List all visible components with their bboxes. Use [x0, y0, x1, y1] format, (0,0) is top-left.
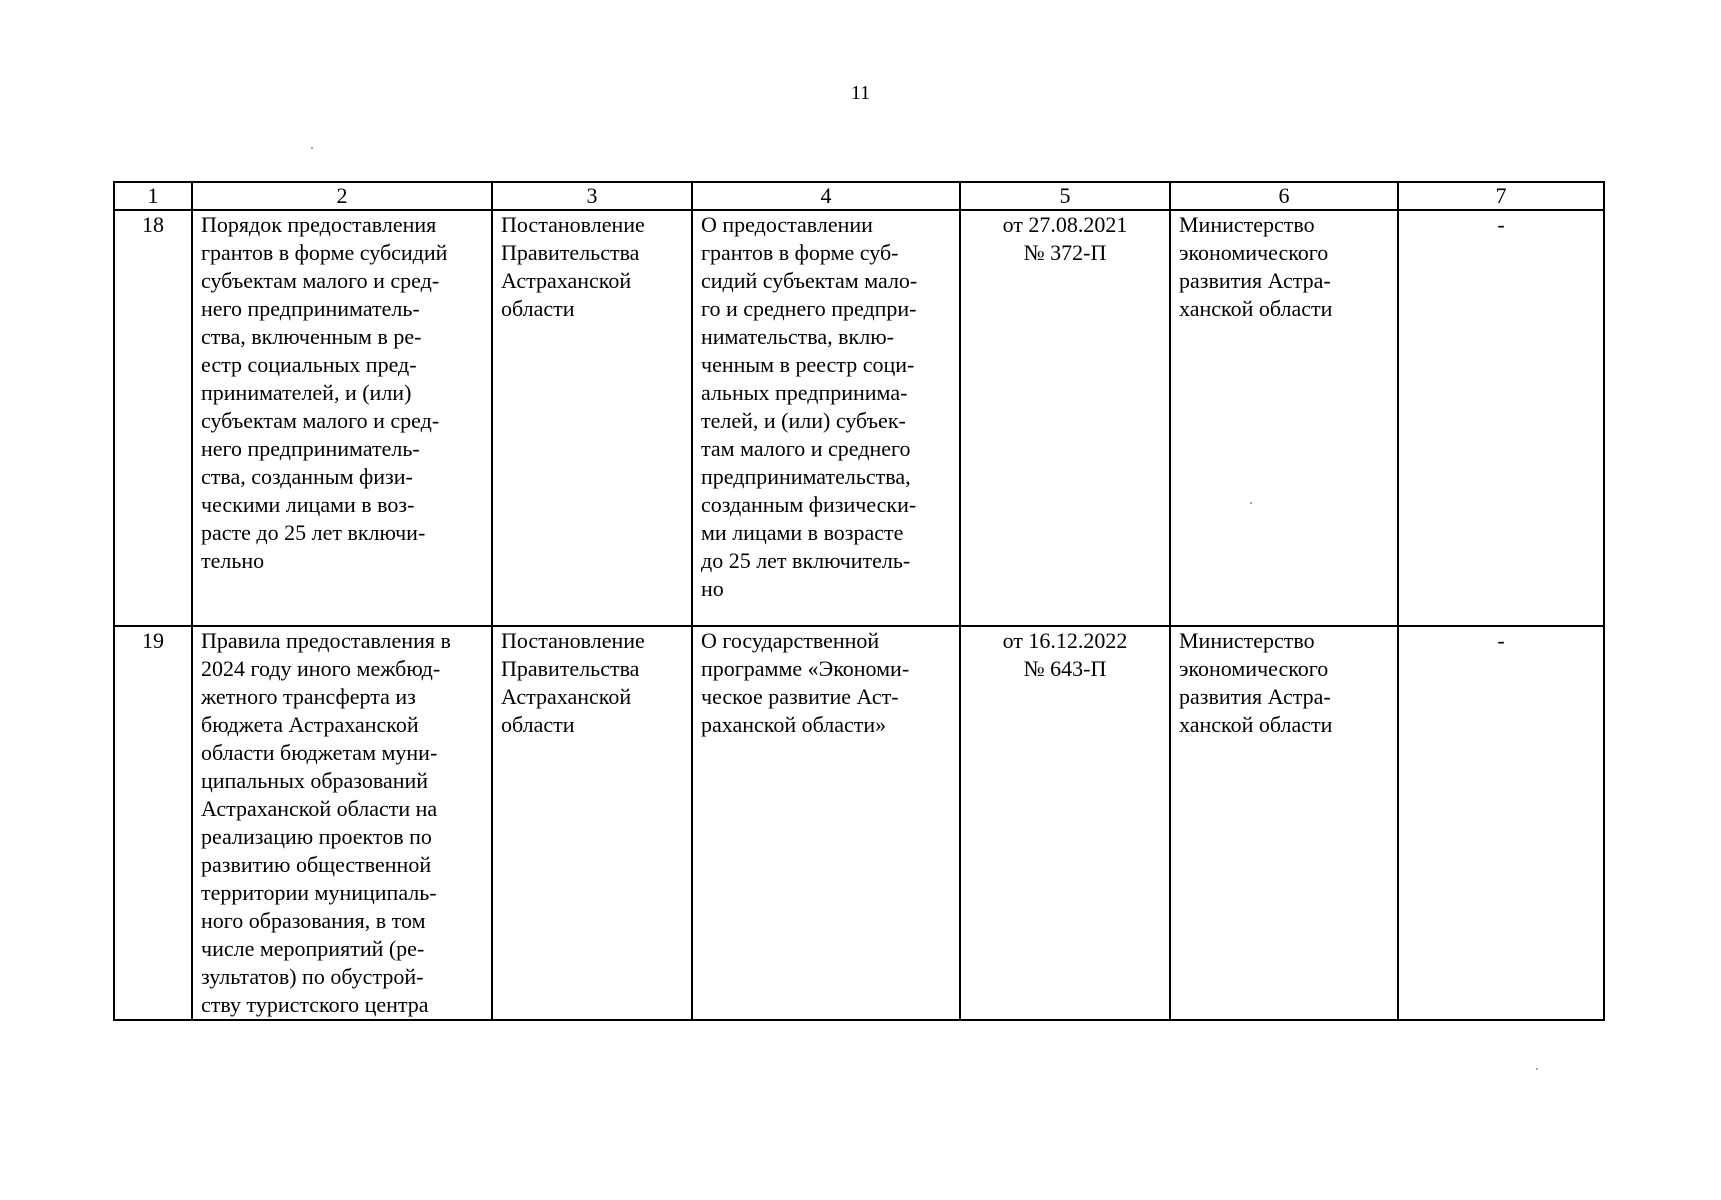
act-name-cell	[692, 626, 960, 1020]
authority-cell	[1170, 626, 1398, 1020]
act-name: О государственной программе «Экономи- ческое развитие Аст- раханской области»	[701, 628, 910, 737]
responsible-authority: Министерство экономического развития Астра- ханской области	[1179, 212, 1333, 321]
document-title: Правила предоставления в 2024 году иного межбюд- жетного трансферта из бюджета Астраханской области бюджетам муни- ципальных образований Астраханской области на реализацию проектов по развитию общественной территории муниципаль- ного образования, в том числе мероприятий (ре- зультатов) по обустрой- ству туристского центра	[201, 628, 451, 1017]
act-date-number: от 16.12.2022 № 643-П	[1002, 628, 1128, 681]
act-type-cell	[492, 210, 692, 626]
column-header-3: 3	[492, 182, 692, 210]
column-header-4: 4	[692, 182, 960, 210]
act-type-cell	[492, 626, 692, 1020]
column-header-6: 6	[1170, 182, 1398, 210]
act-name: О предоставлении грантов в форме суб- сидий субъектам мало- го и среднего предпри- нимательства, вклю- ченным в реестр соци- альных предпринима- телей, и (или) субъек- там малого и среднего предпринимательства, созданным физически- ми лицами в возрасте до 25 лет включитель- но	[701, 212, 918, 601]
act-date-cell	[960, 210, 1170, 626]
act-type: Постановление Правительства Астраханской области	[501, 212, 645, 321]
note-value: -	[1497, 212, 1505, 237]
column-header-1: 1	[114, 182, 192, 210]
page-number: 11	[850, 82, 871, 104]
responsible-authority: Министерство экономического развития Астра- ханской области	[1179, 628, 1333, 737]
regulations-table	[113, 181, 1605, 1021]
row-number: 18	[114, 210, 192, 626]
column-header-7: 7	[1398, 182, 1604, 210]
note-cell	[1398, 210, 1604, 626]
act-date-number: от 27.08.2021 № 372-П	[1002, 212, 1128, 265]
document-title-cell	[192, 626, 492, 1020]
column-number-row	[114, 182, 1604, 210]
row-number: 19	[114, 626, 192, 1020]
note-cell	[1398, 626, 1604, 1020]
table-row	[114, 626, 1604, 1020]
authority-cell	[1170, 210, 1398, 626]
act-name-cell	[692, 210, 960, 626]
column-header-5: 5	[960, 182, 1170, 210]
document-title: Порядок предоставления грантов в форме субсидий субъектам малого и сред- него предприниматель- ства, включенным в ре- естр социальных пред- принимателей, и (или) субъектам малого и сред- него предприниматель- ства, созданным физи- ческими лицами в воз- расте до 25 лет включи- тельно	[201, 212, 448, 573]
act-type: Постановление Правительства Астраханской области	[501, 628, 645, 737]
table-row	[114, 210, 1604, 626]
scan-speck	[1536, 1068, 1538, 1070]
act-date-cell	[960, 626, 1170, 1020]
scan-speck	[311, 147, 313, 149]
document-title-cell	[192, 210, 492, 626]
note-value: -	[1497, 628, 1505, 653]
column-header-2: 2	[192, 182, 492, 210]
